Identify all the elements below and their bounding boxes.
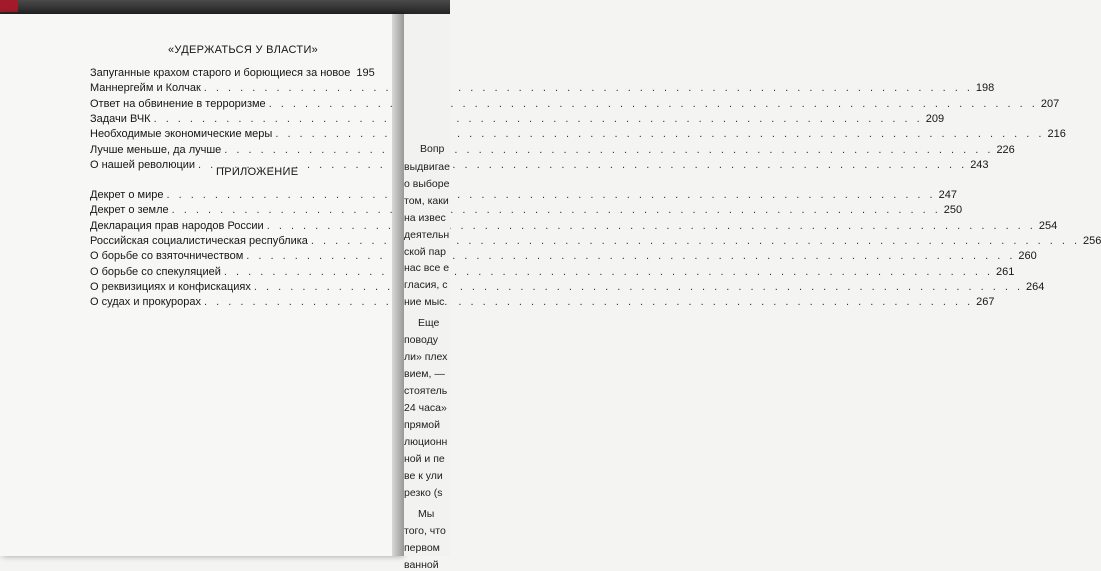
right-page-line: ванной — [404, 559, 439, 571]
toc-entry-title: Декрет о мире — [90, 189, 164, 201]
section-title-hold-power: «УДЕРЖАТЬСЯ У ВЛАСТИ» — [168, 44, 319, 56]
right-page-line: 24 часа» — [404, 402, 447, 414]
right-page-line: о выборе — [404, 178, 450, 190]
toc-entry-title: Ответ на обвинение в терроризме — [90, 97, 266, 110]
toc-entry-page: 267 — [976, 296, 995, 309]
right-page-line: ли» плех — [404, 351, 448, 363]
toc-entry-page: 264 — [1026, 280, 1045, 293]
toc-entry — [90, 127, 1066, 141]
toc-entry-title: О реквизициях и конфискациях — [90, 280, 251, 293]
right-page-line: выдвигае — [404, 161, 450, 173]
toc-entry-title: Декрет о земле — [90, 204, 169, 217]
right-page-line: ве к ули — [404, 470, 443, 482]
right-page-line: прямой — [404, 419, 441, 431]
toc-entry-title: Необходимые экономические меры — [90, 128, 273, 141]
toc-entry-title: Запуганные крахом старого и борющиеся за новое — [90, 67, 351, 79]
right-page-line: стоятель — [404, 385, 448, 397]
toc-entry-page: 250 — [943, 204, 963, 217]
right-page-line: деятельн — [404, 229, 450, 241]
toc-entry-page: 209 — [925, 112, 945, 125]
toc-entry-page: 226 — [996, 143, 1015, 156]
right-page-line: Мы — [418, 508, 435, 520]
toc-entry-page: 195 — [356, 67, 375, 79]
right-page — [404, 14, 450, 571]
toc-entry-title: О судах и прокурорах — [90, 296, 202, 309]
toc-entry-title: Декларация прав народов России — [90, 219, 264, 232]
toc-entry — [90, 66, 375, 80]
toc-entry — [90, 112, 945, 126]
dot-leader — [224, 265, 993, 279]
right-page-line: Еще — [418, 317, 440, 329]
dot-leader — [267, 219, 1036, 233]
right-page-line: того, что — [404, 525, 446, 537]
dot-leader — [224, 143, 993, 157]
toc-entry-title: Маннергейм и Колчак — [90, 82, 201, 95]
toc-entry — [90, 219, 1058, 233]
right-page-line: поводу — [404, 334, 438, 346]
dot-leader — [198, 158, 967, 172]
toc-entry-title: О борьбе со спекуляцией — [90, 265, 221, 278]
toc-entry — [90, 81, 995, 95]
dot-leader — [154, 112, 923, 126]
right-page-line: вием, — — [404, 368, 445, 380]
toc-entry-title: О борьбе со взяточничеством — [90, 250, 244, 263]
right-page-line: гласия, с — [404, 279, 448, 291]
right-page-line: ние мыс. — [404, 296, 448, 308]
toc-entry — [90, 97, 1060, 111]
right-page-line: том, каки — [404, 195, 449, 207]
dot-leader — [172, 203, 941, 217]
toc-entry-page: 261 — [996, 265, 1015, 278]
toc-entry-page: 254 — [1038, 219, 1058, 232]
section-title-appendix: ПРИЛОЖЕНИЕ — [216, 166, 299, 178]
dot-leader — [269, 97, 1038, 111]
toc-entry-title: Задачи ВЧК — [90, 112, 151, 125]
dot-leader — [275, 127, 1044, 141]
right-page-line: Вопр — [420, 143, 445, 155]
right-page-line: резко (s — [404, 487, 443, 499]
toc-entry-title: О нашей революции — [90, 158, 196, 171]
right-page-line: люционн — [404, 436, 448, 448]
red-cover-corner — [0, 0, 18, 12]
dot-leader — [204, 295, 973, 309]
right-page-line: ской пар — [404, 246, 446, 258]
toc-entry-title: Лучше меньше, да лучше — [90, 143, 222, 156]
toc-entry-page: 260 — [1018, 250, 1037, 263]
toc-entry-page: 247 — [938, 189, 957, 201]
toc-entry-page: 198 — [975, 82, 995, 95]
toc-entry-page: 207 — [1040, 97, 1060, 110]
right-page-line: на извес — [404, 212, 446, 224]
dot-leader — [204, 81, 973, 95]
dot-leader — [254, 280, 1023, 294]
right-page-line: нас все е — [404, 262, 450, 274]
toc-entry-title: Российская социалистическая республика — [90, 234, 308, 247]
toc-entry-page: 243 — [970, 158, 989, 171]
toc-entry-page: 216 — [1047, 128, 1066, 141]
right-page-line: первом — [404, 542, 440, 554]
right-page-line: ной и пе — [404, 453, 445, 465]
dot-leader — [166, 188, 935, 202]
toc-entry — [90, 203, 963, 217]
toc-entry-page: 256 — [1083, 234, 1101, 247]
dot-leader — [246, 249, 1015, 263]
